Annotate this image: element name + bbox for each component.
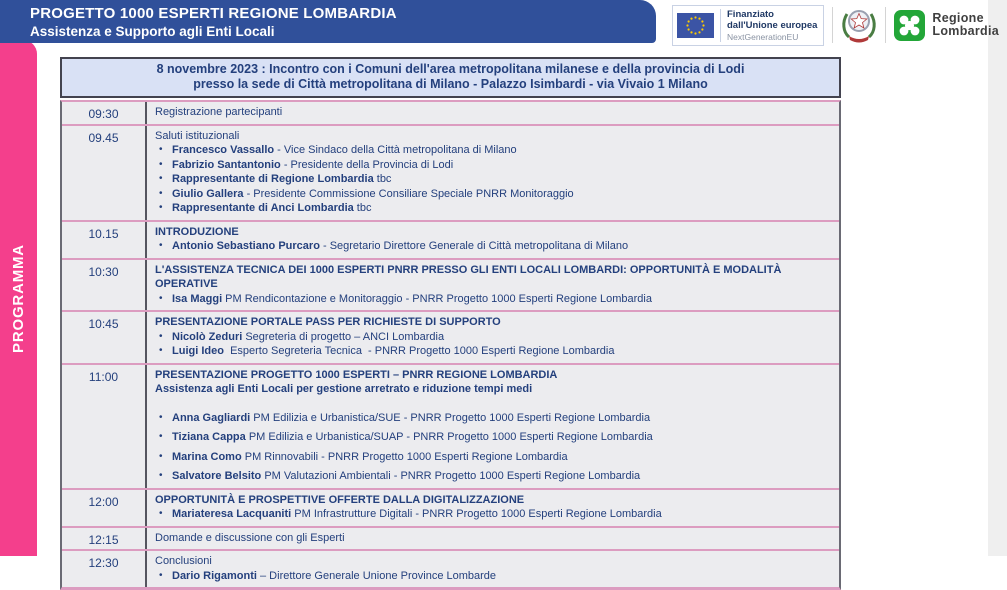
speaker-text bbox=[172, 187, 574, 202]
speaker-name: Nicolò Zeduri bbox=[172, 330, 243, 343]
speaker-text bbox=[172, 201, 371, 216]
table-row bbox=[62, 365, 839, 490]
speaker-role: tbc bbox=[353, 202, 372, 214]
speaker-text bbox=[172, 430, 653, 445]
bullet-icon: • bbox=[159, 411, 163, 423]
table-row bbox=[62, 312, 839, 365]
session-plain: Conclusioni bbox=[155, 555, 212, 567]
programma-sidebar bbox=[0, 40, 37, 556]
speaker-role: PM Valutazioni Ambientali - PNRR Progetto 1000 Esperti Regione Lombardia bbox=[261, 470, 641, 482]
session-heading: OPPORTUNITÀ E PROSPETTIVE OFFERTE DALLA DIGITALIZZAZIONE bbox=[155, 493, 525, 506]
bullet-icon: • bbox=[159, 144, 163, 155]
logo-divider bbox=[885, 7, 886, 43]
bullet-icon: • bbox=[159, 187, 163, 199]
session-cell bbox=[147, 551, 839, 587]
rosa-camuna-icon bbox=[894, 10, 925, 41]
session-plain: Saluti istituzionali bbox=[155, 129, 240, 142]
spacer bbox=[155, 397, 831, 406]
speaker-name: Tiziana Cappa bbox=[172, 431, 246, 443]
logo-strip bbox=[672, 4, 999, 46]
bullet-icon: • bbox=[159, 240, 163, 251]
speaker-text bbox=[172, 330, 444, 345]
session-speaker bbox=[155, 292, 831, 307]
speaker-text bbox=[172, 292, 652, 307]
speaker-role: tbc bbox=[373, 173, 392, 185]
bullet-icon: • bbox=[159, 470, 163, 481]
italy-emblem-icon bbox=[841, 6, 877, 44]
session-heading: INTRODUZIONE bbox=[155, 225, 239, 238]
speaker-role: – Direttore Generale Unione Province Lombarde bbox=[256, 569, 497, 582]
speaker-text bbox=[172, 569, 496, 584]
lombardia-text-line2: Lombardia bbox=[932, 24, 1000, 38]
speaker-text bbox=[172, 450, 568, 465]
session-speaker bbox=[155, 430, 831, 445]
table-row bbox=[62, 551, 839, 587]
speaker-role: PM Edilizia e Urbanistica/SUE - PNRR Progetto 1000 Esperti Regione Lombardia bbox=[250, 411, 651, 424]
eu-funding-logo bbox=[672, 5, 824, 46]
session-speaker bbox=[155, 201, 831, 216]
bullet-icon: • bbox=[159, 158, 163, 170]
table-row bbox=[62, 260, 839, 313]
eu-text-line2: dall'Unione europea bbox=[727, 19, 818, 31]
session-heading: PRESENTAZIONE PROGETTO 1000 ESPERTI – PNRR REGIONE LOMBARDIA bbox=[155, 368, 558, 381]
speaker-name: Francesco Vassallo bbox=[172, 144, 275, 156]
speaker-text bbox=[172, 469, 640, 484]
speaker-role: PM Rinnovabili - PNRR Progetto 1000 Esperti Regione Lombardia bbox=[241, 450, 568, 463]
speaker-name: Isa Maggi bbox=[172, 292, 223, 305]
logo-divider bbox=[832, 7, 833, 43]
bullet-icon: • bbox=[159, 569, 163, 581]
speaker-text bbox=[172, 239, 628, 254]
regione-lombardia-logo bbox=[894, 10, 999, 41]
session-heading: PRESENTAZIONE PORTALE PASS PER RICHIESTE DI SUPPORTO bbox=[155, 316, 501, 328]
bullet-icon: • bbox=[159, 508, 163, 519]
event-date-line1: 8 novembre 2023 : Incontro con i Comuni dell'area metropolitana milanese e della provincia di Lodi bbox=[156, 62, 745, 76]
time-cell: 09.45 bbox=[62, 126, 147, 220]
session-plain: Registrazione partecipanti bbox=[155, 106, 283, 118]
bullet-icon: • bbox=[159, 292, 163, 304]
session-cell bbox=[147, 490, 839, 526]
speaker-role: Segreteria di progetto – ANCI Lombardia bbox=[242, 330, 445, 343]
speaker-role: PM Infrastrutture Digitali - PNRR Progetto 1000 Esperti Regione Lombardia bbox=[291, 508, 662, 520]
session-heading: L'ASSISTENZA TECNICA DEI 1000 ESPERTI PNRR PRESSO GLI ENTI LOCALI LOMBARDI: OPPORTUNITÀ E MODALITÀ OPERATIVE bbox=[155, 263, 782, 290]
table-row bbox=[62, 490, 839, 528]
session-cell bbox=[147, 222, 839, 258]
speaker-text bbox=[172, 507, 662, 522]
speaker-text bbox=[172, 143, 517, 158]
eu-funding-text bbox=[720, 9, 817, 42]
session-subheading: Assistenza agli Enti Locali per gestione arretrato e riduzione tempi medi bbox=[155, 383, 533, 395]
speaker-role: PM Edilizia e Urbanistica/SUAP - PNRR Progetto 1000 Esperti Regione Lombardia bbox=[245, 431, 653, 443]
eu-text-line1: Finanziato bbox=[727, 8, 774, 20]
speaker-role: PM Rendicontazione e Monitoraggio - PNRR Progetto 1000 Esperti Regione Lombardia bbox=[222, 292, 652, 305]
session-cell bbox=[147, 528, 839, 550]
session-speaker bbox=[155, 469, 831, 484]
session-speaker bbox=[155, 172, 831, 187]
speaker-name: Luigi Ideo bbox=[172, 345, 224, 357]
session-plain: Domande e discussione con gli Esperti bbox=[155, 531, 345, 544]
time-cell: 12:00 bbox=[62, 490, 147, 526]
speaker-role: - Presidente Commissione Consiliare Speciale PNRR Monitoraggio bbox=[243, 187, 574, 200]
table-row bbox=[62, 102, 839, 126]
speaker-role: - Presidente della Provincia di Lodi bbox=[280, 158, 454, 171]
session-cell bbox=[147, 126, 839, 220]
speaker-text bbox=[172, 158, 453, 173]
table-row bbox=[62, 126, 839, 222]
right-background-strip bbox=[988, 0, 1007, 556]
speaker-name: Antonio Sebastiano Purcaro bbox=[172, 240, 320, 252]
session-speaker bbox=[155, 158, 831, 173]
time-cell: 09:30 bbox=[62, 102, 147, 124]
speaker-role: - Segretario Direttore Generale di Città metropolitana di Milano bbox=[319, 240, 629, 252]
speaker-name: Rappresentante di Anci Lombardia bbox=[172, 202, 354, 214]
page-subtitle: Assistenza e Supporto agli Enti Locali bbox=[30, 24, 275, 39]
regione-lombardia-text bbox=[932, 12, 999, 38]
speaker-text bbox=[172, 411, 650, 426]
session-speaker bbox=[155, 344, 831, 359]
sidebar-label: PROGRAMMA bbox=[10, 243, 27, 353]
speaker-role: - Vice Sindaco della Città metropolitana di Milano bbox=[274, 144, 517, 156]
header-bar bbox=[0, 0, 656, 43]
event-date-header bbox=[60, 57, 841, 98]
eu-flag-icon bbox=[677, 13, 714, 38]
speaker-name: Anna Gagliardi bbox=[172, 411, 251, 424]
session-speaker bbox=[155, 450, 831, 465]
speaker-name: Giulio Gallera bbox=[172, 187, 244, 200]
session-speaker bbox=[155, 239, 831, 254]
session-speaker bbox=[155, 411, 831, 426]
event-date-line2: presso la sede di Città metropolitana di Milano - Palazzo Isimbardi - via Vivaio 1 Milano bbox=[193, 77, 708, 91]
session-speaker bbox=[155, 330, 831, 345]
page-title: PROGETTO 1000 ESPERTI REGIONE LOMBARDIA bbox=[30, 5, 397, 22]
bullet-icon: • bbox=[159, 330, 163, 342]
time-cell: 10.15 bbox=[62, 222, 147, 258]
speaker-name: Marina Como bbox=[172, 450, 242, 463]
session-cell bbox=[147, 312, 839, 363]
program-table-body bbox=[60, 100, 841, 590]
session-speaker bbox=[155, 187, 831, 202]
session-cell bbox=[147, 102, 839, 124]
session-speaker bbox=[155, 569, 831, 584]
speaker-role: Esperto Segreteria Tecnica - PNRR Progetto 1000 Esperti Regione Lombardia bbox=[223, 345, 615, 357]
speaker-name: Salvatore Belsito bbox=[172, 470, 262, 482]
time-cell: 10:45 bbox=[62, 312, 147, 363]
speaker-name: Mariateresa Lacquaniti bbox=[172, 508, 292, 520]
bullet-icon: • bbox=[159, 202, 163, 213]
eu-text-line3: NextGenerationEU bbox=[727, 31, 799, 42]
table-row bbox=[62, 222, 839, 260]
lombardia-text-line1: Regione bbox=[932, 11, 984, 25]
time-cell: 12:30 bbox=[62, 551, 147, 587]
speaker-name: Dario Rigamonti bbox=[172, 569, 257, 582]
time-cell: 11:00 bbox=[62, 365, 147, 488]
bullet-icon: • bbox=[159, 173, 163, 184]
program-table bbox=[60, 57, 841, 590]
speaker-name: Fabrizio Santantonio bbox=[172, 158, 281, 171]
session-cell bbox=[147, 365, 839, 488]
table-row bbox=[62, 528, 839, 552]
speaker-text bbox=[172, 172, 391, 187]
bullet-icon: • bbox=[159, 431, 163, 442]
session-cell bbox=[147, 260, 839, 311]
session-speaker bbox=[155, 507, 831, 522]
time-cell: 12:15 bbox=[62, 528, 147, 550]
speaker-text bbox=[172, 344, 614, 359]
bullet-icon: • bbox=[159, 345, 163, 356]
speaker-name: Rappresentante di Regione Lombardia bbox=[172, 173, 374, 185]
session-speaker bbox=[155, 143, 831, 158]
bullet-icon: • bbox=[159, 450, 163, 462]
time-cell: 10:30 bbox=[62, 260, 147, 311]
